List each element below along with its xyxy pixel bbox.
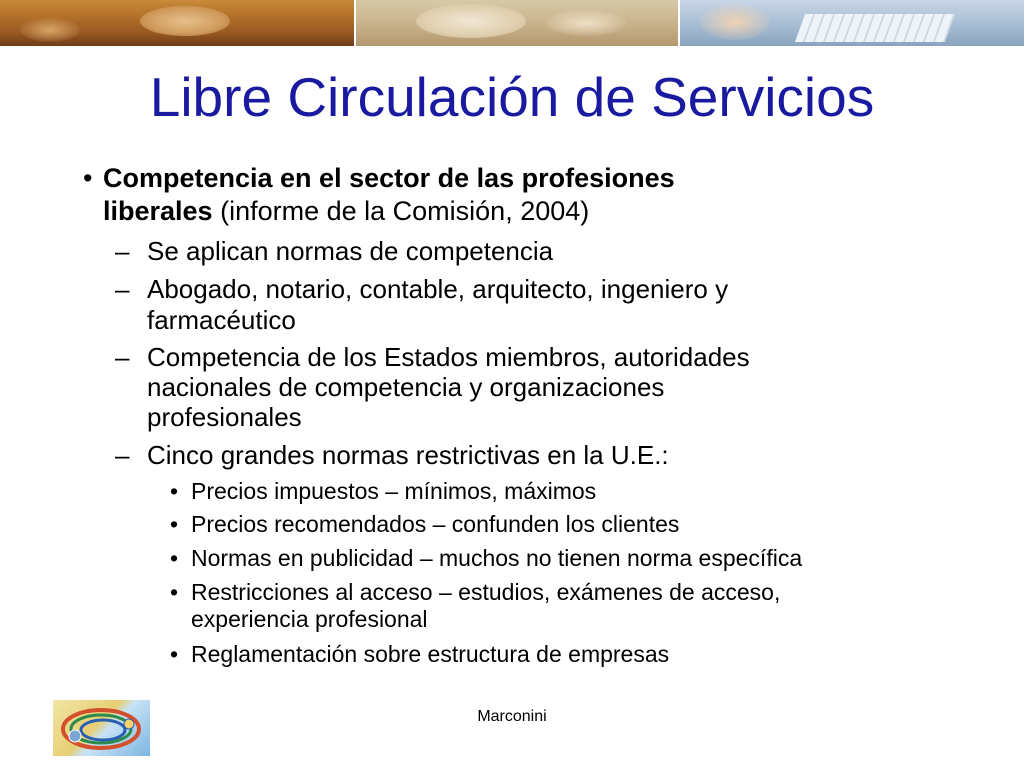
header-photo-banner: [0, 0, 1024, 46]
bullet-bold-text: liberales: [103, 196, 213, 226]
bullet-text-line: [103, 195, 589, 228]
bullet-symbol: •: [170, 641, 179, 667]
bullet-bold-text: Competencia en el sector de las profesiones: [103, 163, 675, 193]
list-item-text: Restricciones al acceso – estudios, exámenes de acceso,: [191, 579, 781, 605]
bullet-text: (informe de la Comisión, 2004): [220, 196, 590, 226]
list-item-text: Reglamentación sobre estructura de empresas: [191, 641, 670, 667]
list-item-text: Precios recomendados – confunden los clientes: [191, 511, 680, 537]
bullet-symbol: •: [170, 511, 179, 537]
bullet-symbol: •: [170, 545, 179, 571]
sub-bullet-text: Competencia de los Estados miembros, autoridades: [147, 342, 750, 372]
bullet-symbol: •: [83, 163, 93, 193]
dash-symbol: –: [115, 440, 130, 470]
banner-photo-writing: [356, 0, 678, 46]
sub-bullet-text: Se aplican normas de competencia: [147, 236, 554, 266]
sub-bullet-text: profesionales: [147, 402, 302, 432]
bullet-symbol: •: [170, 579, 179, 605]
list-item-text: Precios impuestos – mínimos, máximos: [191, 478, 597, 504]
dash-symbol: –: [115, 342, 130, 372]
banner-photo-keyboard: [680, 0, 1024, 46]
sub-bullet-text: farmacéutico: [147, 305, 296, 335]
dash-symbol: –: [115, 274, 130, 304]
list-item-text: Normas en publicidad – muchos no tienen norma específica: [191, 545, 803, 571]
bullet-symbol: •: [170, 478, 179, 504]
footer-author: Marconini: [477, 708, 547, 725]
sub-bullet-text: Abogado, notario, contable, arquitecto, ingeniero y: [147, 274, 729, 304]
slide-title: Libre Circulación de Servicios: [149, 66, 875, 128]
banner-photo-hands: [0, 0, 354, 46]
sub-bullet-text: nacionales de competencia y organizaciones: [147, 372, 665, 402]
dash-symbol: –: [115, 236, 130, 266]
list-item-text: experiencia profesional: [191, 606, 428, 632]
sub-bullet-text: Cinco grandes normas restrictivas en la U.E.:: [147, 440, 669, 470]
